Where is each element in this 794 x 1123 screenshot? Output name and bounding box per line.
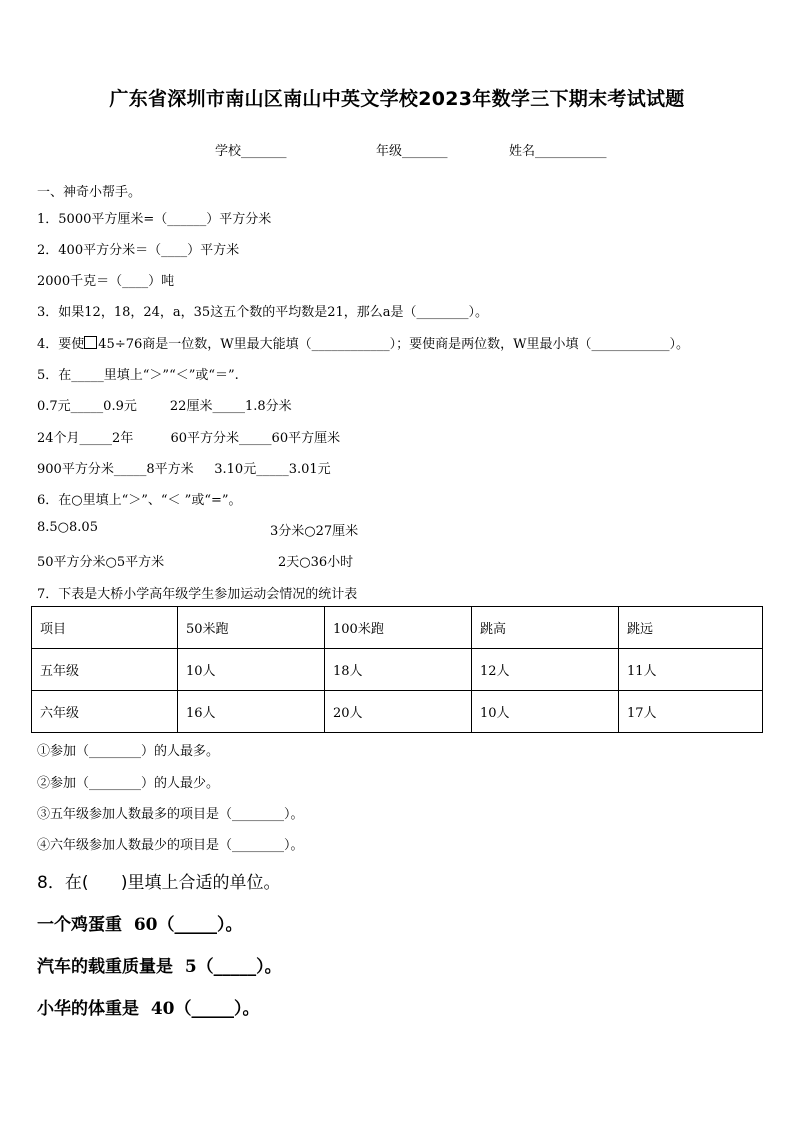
question-2: 2．400平方分米＝（____）平方米 bbox=[37, 243, 240, 258]
question-4-prefix: 4．要使 bbox=[37, 337, 85, 352]
table-cell: 六年级 bbox=[32, 691, 178, 733]
table-cell: 五年级 bbox=[32, 649, 178, 691]
question-7-1: ①参加（________）的人最多。 bbox=[37, 744, 220, 759]
table-header-cell: 跳高 bbox=[472, 607, 619, 649]
table-cell: 17人 bbox=[619, 691, 763, 733]
table-header-row bbox=[32, 607, 763, 649]
school-field: 学校_______ bbox=[215, 144, 287, 159]
table-header-cell: 跳远 bbox=[619, 607, 763, 649]
question-6: 6．在○里填上“＞”、“＜ ”或“=”。 bbox=[37, 493, 242, 508]
section-heading: 一、神奇小帮手。 bbox=[37, 185, 142, 200]
table-row bbox=[32, 691, 763, 733]
name-field: 姓名___________ bbox=[509, 144, 607, 159]
question-3: 3．如果12，18，24，a，35这五个数的平均数是21，那么a是（________）。 bbox=[37, 305, 488, 320]
table-cell: 11人 bbox=[619, 649, 763, 691]
sports-table bbox=[31, 606, 763, 733]
question-8: 8．在( )里填上合适的单位。 bbox=[37, 873, 281, 893]
table-cell: 12人 bbox=[472, 649, 619, 691]
question-5-row-2: 24个月_____2年 60平方分米_____60平方厘米 bbox=[37, 431, 341, 446]
question-6-row-1a: 8.5○8.05 bbox=[37, 520, 98, 535]
question-5-row-1: 0.7元_____0.9元 22厘米_____1.8分米 bbox=[37, 399, 292, 414]
table-cell: 16人 bbox=[178, 691, 325, 733]
question-8-2: 汽车的载重质量是 5（_____）。 bbox=[37, 957, 282, 977]
blank-box-icon bbox=[84, 336, 97, 349]
question-2b: 2000千克＝（____）吨 bbox=[37, 274, 175, 289]
question-7: 7．下表是大桥小学高年级学生参加运动会情况的统计表 bbox=[37, 587, 358, 602]
question-6-row-2a: 50平方分米○5平方米 bbox=[37, 555, 165, 570]
question-7-4: ④六年级参加人数最少的项目是（________）。 bbox=[37, 838, 304, 853]
question-8-3: 小华的体重是 40（_____）。 bbox=[37, 999, 260, 1019]
question-4 bbox=[37, 333, 689, 352]
table-header-cell: 100米跑 bbox=[325, 607, 472, 649]
question-7-2: ②参加（________）的人最少。 bbox=[37, 776, 220, 791]
question-5-row-3: 900平方分米_____8平方米 3.10元_____3.01元 bbox=[37, 462, 331, 477]
question-7-3: ③五年级参加人数最多的项目是（________）。 bbox=[37, 807, 304, 822]
question-8-1: 一个鸡蛋重 60（_____）。 bbox=[37, 915, 243, 935]
question-4-text: 45÷76商是一位数，W里最大能填（____________）；要使商是两位数，W里最小填（____________）。 bbox=[98, 337, 689, 352]
grade-field: 年级_______ bbox=[376, 144, 448, 159]
question-1: 1．5000平方厘米=（______）平方分米 bbox=[37, 212, 272, 227]
table-row bbox=[32, 649, 763, 691]
table-cell: 10人 bbox=[178, 649, 325, 691]
question-6-row-2b: 2天○36小时 bbox=[278, 555, 354, 570]
question-5: 5．在_____里填上“＞”“＜”或“＝”. bbox=[37, 368, 239, 383]
table-cell: 10人 bbox=[472, 691, 619, 733]
table-cell: 20人 bbox=[325, 691, 472, 733]
table-header-cell: 50米跑 bbox=[178, 607, 325, 649]
page-title: 广东省深圳市南山区南山中英文学校2023年数学三下期末考试试题 bbox=[109, 88, 685, 110]
table-cell: 18人 bbox=[325, 649, 472, 691]
question-6-row-1b: 3分米○27厘米 bbox=[270, 524, 359, 539]
table-header-cell: 项目 bbox=[32, 607, 178, 649]
